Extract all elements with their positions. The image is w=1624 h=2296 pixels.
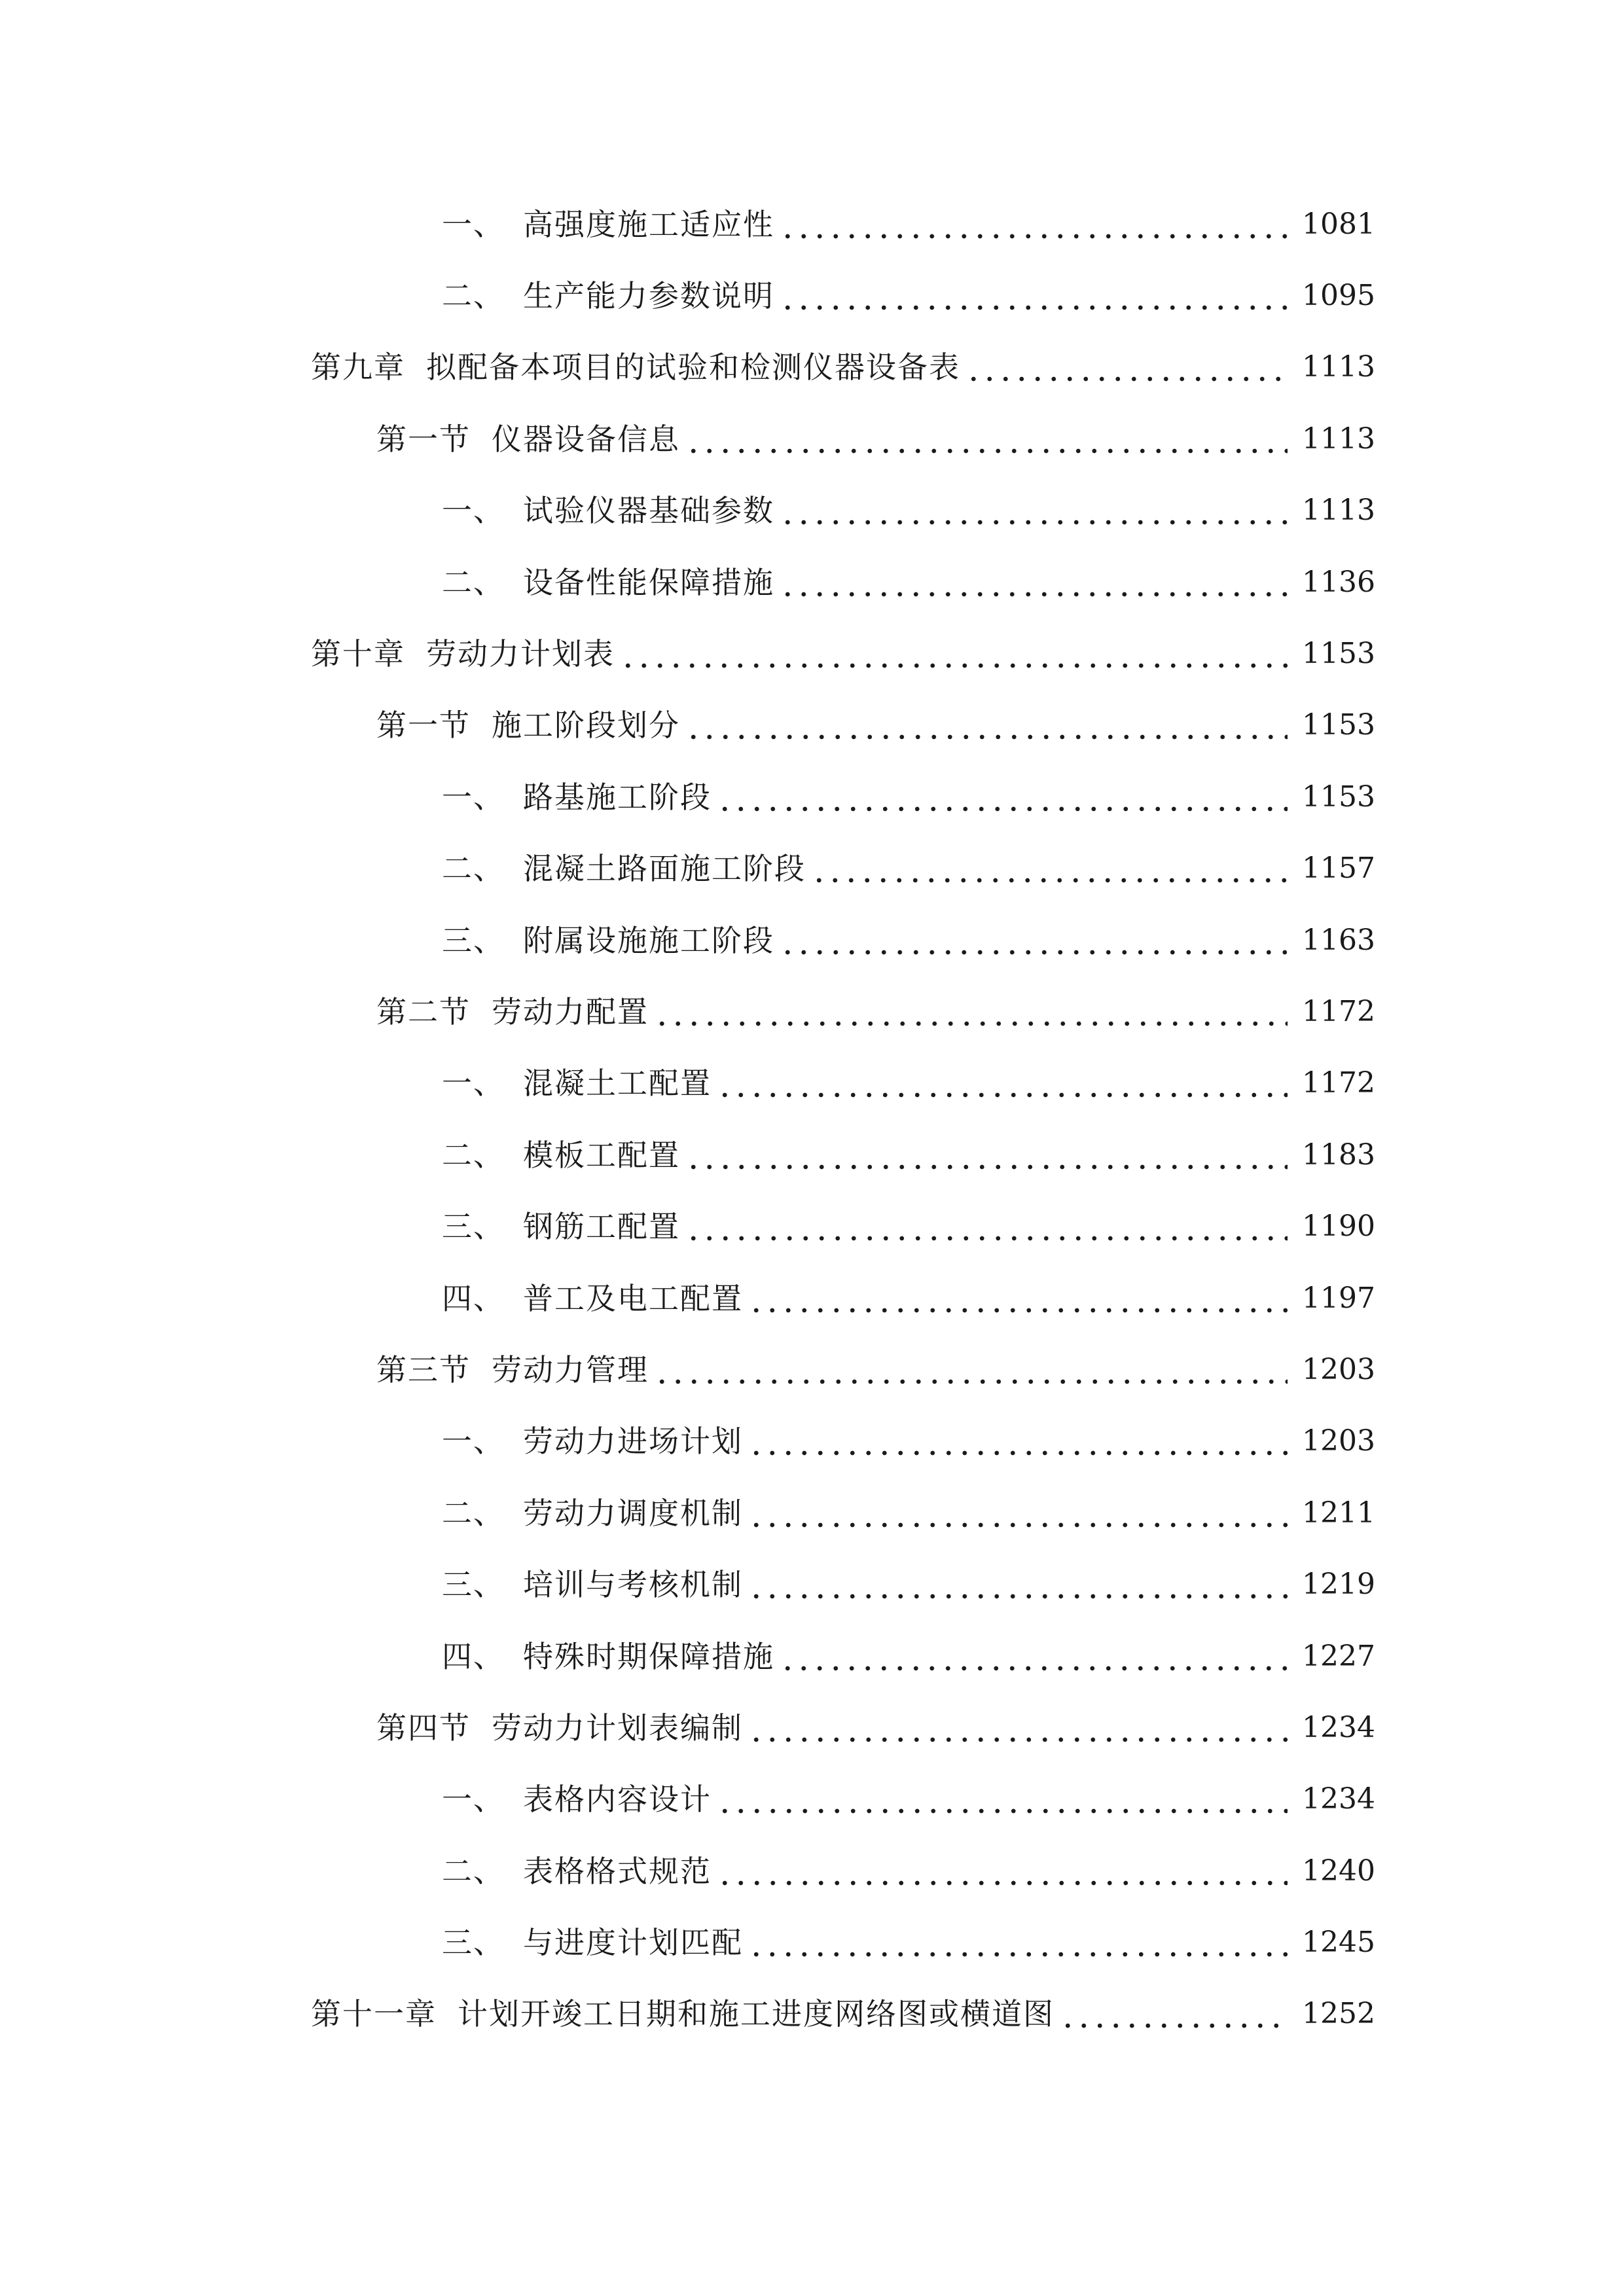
toc-entry-page: 1234 xyxy=(1302,1710,1375,1744)
toc-entry-number: 四、 xyxy=(442,1638,505,1674)
toc-entry-page: 1203 xyxy=(1302,1352,1375,1386)
toc-entry-page: 1095 xyxy=(1302,279,1375,313)
toc-entry-label: 特殊时期保障措施 xyxy=(523,1638,774,1674)
toc-entry-number: 一、 xyxy=(442,1066,505,1102)
toc-entry-number: 三、 xyxy=(442,1209,505,1245)
toc-entry-number: 一、 xyxy=(442,1424,505,1460)
toc-entry-number: 第一节 xyxy=(376,708,471,744)
toc-entry-label: 培训与考核机制 xyxy=(523,1567,743,1603)
toc-entry-label: 表格格式规范 xyxy=(523,1853,712,1889)
toc-entry[interactable] xyxy=(0,1191,1624,1262)
toc-entry-page: 1252 xyxy=(1302,1997,1375,2031)
dot-leader xyxy=(717,1780,1288,1819)
toc-entry-page: 1157 xyxy=(1302,852,1375,886)
toc-entry-title xyxy=(376,420,680,459)
toc-entry-title xyxy=(442,778,712,817)
toc-entry-number: 二、 xyxy=(442,278,505,314)
toc-entry-label: 生产能力参数说明 xyxy=(523,278,774,314)
toc-entry-page: 1153 xyxy=(1302,637,1375,671)
dot-leader xyxy=(748,1279,1288,1318)
dot-leader xyxy=(620,634,1288,673)
toc-entry-page: 1113 xyxy=(1302,422,1375,456)
toc-entry-number: 一、 xyxy=(442,493,505,529)
toc-entry-number: 一、 xyxy=(442,206,505,242)
table-of-contents xyxy=(0,188,1624,2050)
dot-leader xyxy=(748,1565,1288,1604)
dot-leader xyxy=(748,1923,1288,1962)
toc-entry-label: 普工及电工配置 xyxy=(523,1280,743,1316)
toc-entry-title xyxy=(442,491,774,530)
dot-leader xyxy=(717,1064,1288,1103)
toc-entry-number: 第十一章 xyxy=(311,1996,437,2032)
toc-entry-page: 1172 xyxy=(1302,994,1375,1028)
toc-entry-page: 1219 xyxy=(1302,1568,1375,1602)
dot-leader xyxy=(748,1708,1288,1748)
dot-leader xyxy=(780,1637,1288,1676)
toc-entry[interactable] xyxy=(0,1477,1624,1549)
toc-entry-label: 仪器设备信息 xyxy=(492,421,680,457)
toc-entry-title xyxy=(376,1708,743,1748)
toc-entry-page: 1113 xyxy=(1302,350,1375,384)
toc-entry-number: 第三节 xyxy=(376,1352,471,1388)
dot-leader xyxy=(780,276,1288,315)
toc-entry-section[interactable] xyxy=(0,976,1624,1047)
toc-entry-page: 1245 xyxy=(1302,1926,1375,1960)
dot-leader xyxy=(780,563,1288,602)
toc-entry-page: 1081 xyxy=(1302,207,1375,241)
toc-entry-title xyxy=(311,348,960,387)
toc-entry-title xyxy=(311,634,615,673)
dot-leader xyxy=(685,1136,1288,1175)
toc-entry[interactable] xyxy=(0,547,1624,618)
toc-entry-title xyxy=(442,1279,743,1318)
toc-entry-label: 计划开竣工日期和施工进度网络图或横道图 xyxy=(458,1996,1055,2032)
toc-entry-title xyxy=(442,1852,712,1891)
toc-entry-chapter[interactable] xyxy=(0,618,1624,689)
toc-entry-number: 三、 xyxy=(442,1925,505,1961)
toc-entry-label: 高强度施工适应性 xyxy=(523,206,774,242)
toc-entry-number: 二、 xyxy=(442,1495,505,1531)
toc-entry-number: 三、 xyxy=(442,922,505,958)
toc-entry-title xyxy=(442,1422,743,1461)
toc-entry-number: 二、 xyxy=(442,1137,505,1173)
toc-entry-number: 一、 xyxy=(442,1782,505,1818)
toc-entry-page: 1197 xyxy=(1302,1281,1375,1315)
toc-entry[interactable] xyxy=(0,761,1624,833)
dot-leader xyxy=(811,849,1288,888)
toc-entry[interactable] xyxy=(0,1406,1624,1477)
toc-entry-page: 1190 xyxy=(1302,1210,1375,1244)
toc-entry-label: 施工阶段划分 xyxy=(492,708,680,744)
toc-entry-page: 1163 xyxy=(1302,923,1375,957)
toc-entry-chapter[interactable] xyxy=(0,1979,1624,2050)
toc-entry[interactable] xyxy=(0,1764,1624,1835)
toc-entry-label: 混凝土工配置 xyxy=(523,1066,712,1102)
dot-leader xyxy=(654,1350,1288,1390)
toc-entry-title xyxy=(442,1637,774,1676)
toc-entry-title xyxy=(442,276,774,315)
toc-entry-title xyxy=(442,1565,743,1604)
toc-entry-title xyxy=(442,563,774,602)
toc-entry-title xyxy=(442,921,774,960)
toc-entry[interactable] xyxy=(0,188,1624,260)
toc-entry-page: 1227 xyxy=(1302,1639,1375,1673)
dot-leader xyxy=(1060,1994,1288,2034)
dot-leader xyxy=(780,921,1288,960)
toc-entry-number: 一、 xyxy=(442,779,505,815)
toc-entry-section[interactable] xyxy=(0,1692,1624,1763)
toc-entry-title xyxy=(442,1207,680,1246)
toc-entry-title xyxy=(376,706,680,745)
toc-entry-page: 1203 xyxy=(1302,1424,1375,1458)
toc-entry-label: 劳动力进场计划 xyxy=(523,1424,743,1460)
toc-entry-title xyxy=(442,849,806,888)
toc-entry-page: 1183 xyxy=(1302,1138,1375,1172)
toc-entry-section[interactable] xyxy=(0,690,1624,761)
toc-entry-page: 1240 xyxy=(1302,1854,1375,1888)
toc-entry-page: 1234 xyxy=(1302,1782,1375,1816)
toc-entry-page: 1153 xyxy=(1302,708,1375,742)
toc-entry-label: 劳动力调度机制 xyxy=(523,1495,743,1531)
toc-entry-label: 劳动力计划表编制 xyxy=(492,1710,743,1746)
toc-entry-page: 1153 xyxy=(1302,780,1375,814)
dot-leader xyxy=(965,348,1288,387)
toc-entry[interactable] xyxy=(0,1907,1624,1978)
toc-entry-title xyxy=(442,1064,712,1103)
toc-entry[interactable] xyxy=(0,475,1624,547)
toc-entry[interactable] xyxy=(0,833,1624,905)
toc-entry[interactable] xyxy=(0,1835,1624,1907)
toc-entry-title xyxy=(376,1350,649,1390)
toc-entry-page: 1136 xyxy=(1302,565,1375,599)
toc-entry[interactable] xyxy=(0,905,1624,976)
dot-leader xyxy=(780,491,1288,530)
toc-entry[interactable] xyxy=(0,1263,1624,1334)
toc-entry-label: 试验仪器基础参数 xyxy=(523,493,774,529)
toc-entry-label: 劳动力管理 xyxy=(492,1352,649,1388)
toc-entry-label: 表格内容设计 xyxy=(523,1782,712,1818)
dot-leader xyxy=(654,992,1288,1031)
toc-entry-title xyxy=(442,205,774,244)
toc-entry-number: 第四节 xyxy=(376,1710,471,1746)
dot-leader xyxy=(717,778,1288,817)
toc-entry-label: 劳动力计划表 xyxy=(426,636,615,672)
toc-entry[interactable] xyxy=(0,260,1624,331)
toc-entry-label: 设备性能保障措施 xyxy=(523,564,774,600)
toc-entry-label: 附属设施施工阶段 xyxy=(523,922,774,958)
toc-entry-number: 二、 xyxy=(442,564,505,600)
toc-entry[interactable] xyxy=(0,1549,1624,1620)
dot-leader xyxy=(748,1422,1288,1461)
toc-entry[interactable] xyxy=(0,1621,1624,1692)
toc-entry-title xyxy=(311,1994,1055,2034)
toc-entry-chapter[interactable] xyxy=(0,332,1624,403)
toc-entry-page: 1113 xyxy=(1302,493,1375,528)
toc-entry-number: 第二节 xyxy=(376,994,471,1030)
toc-entry-label: 与进度计划匹配 xyxy=(523,1925,743,1961)
toc-entry-page: 1211 xyxy=(1302,1496,1375,1530)
toc-entry-number: 三、 xyxy=(442,1567,505,1603)
toc-entry-section[interactable] xyxy=(0,403,1624,475)
toc-entry[interactable] xyxy=(0,1119,1624,1191)
toc-entry-number: 第九章 xyxy=(311,350,405,386)
dot-leader xyxy=(685,706,1288,745)
toc-entry[interactable] xyxy=(0,1048,1624,1119)
toc-entry-title xyxy=(442,1923,743,1962)
dot-leader xyxy=(748,1494,1288,1533)
toc-entry-number: 二、 xyxy=(442,851,505,887)
toc-entry-page: 1172 xyxy=(1302,1066,1375,1100)
dot-leader xyxy=(685,420,1288,459)
toc-entry-title xyxy=(442,1780,712,1819)
toc-entry-label: 路基施工阶段 xyxy=(523,779,712,815)
toc-entry-label: 劳动力配置 xyxy=(492,994,649,1030)
dot-leader xyxy=(717,1852,1288,1891)
toc-entry-number: 二、 xyxy=(442,1853,505,1889)
toc-entry-number: 四、 xyxy=(442,1280,505,1316)
toc-entry-label: 拟配备本项目的试验和检测仪器设备表 xyxy=(426,350,960,386)
toc-entry-number: 第十章 xyxy=(311,636,405,672)
toc-entry-section[interactable] xyxy=(0,1334,1624,1405)
dot-leader xyxy=(780,205,1288,244)
toc-entry-label: 钢筋工配置 xyxy=(523,1209,680,1245)
toc-entry-number: 第一节 xyxy=(376,421,471,457)
toc-entry-label: 模板工配置 xyxy=(523,1137,680,1173)
toc-entry-title xyxy=(442,1494,743,1533)
toc-entry-title xyxy=(442,1136,680,1175)
toc-entry-label: 混凝土路面施工阶段 xyxy=(523,851,806,887)
toc-entry-title xyxy=(376,992,649,1031)
dot-leader xyxy=(685,1207,1288,1246)
